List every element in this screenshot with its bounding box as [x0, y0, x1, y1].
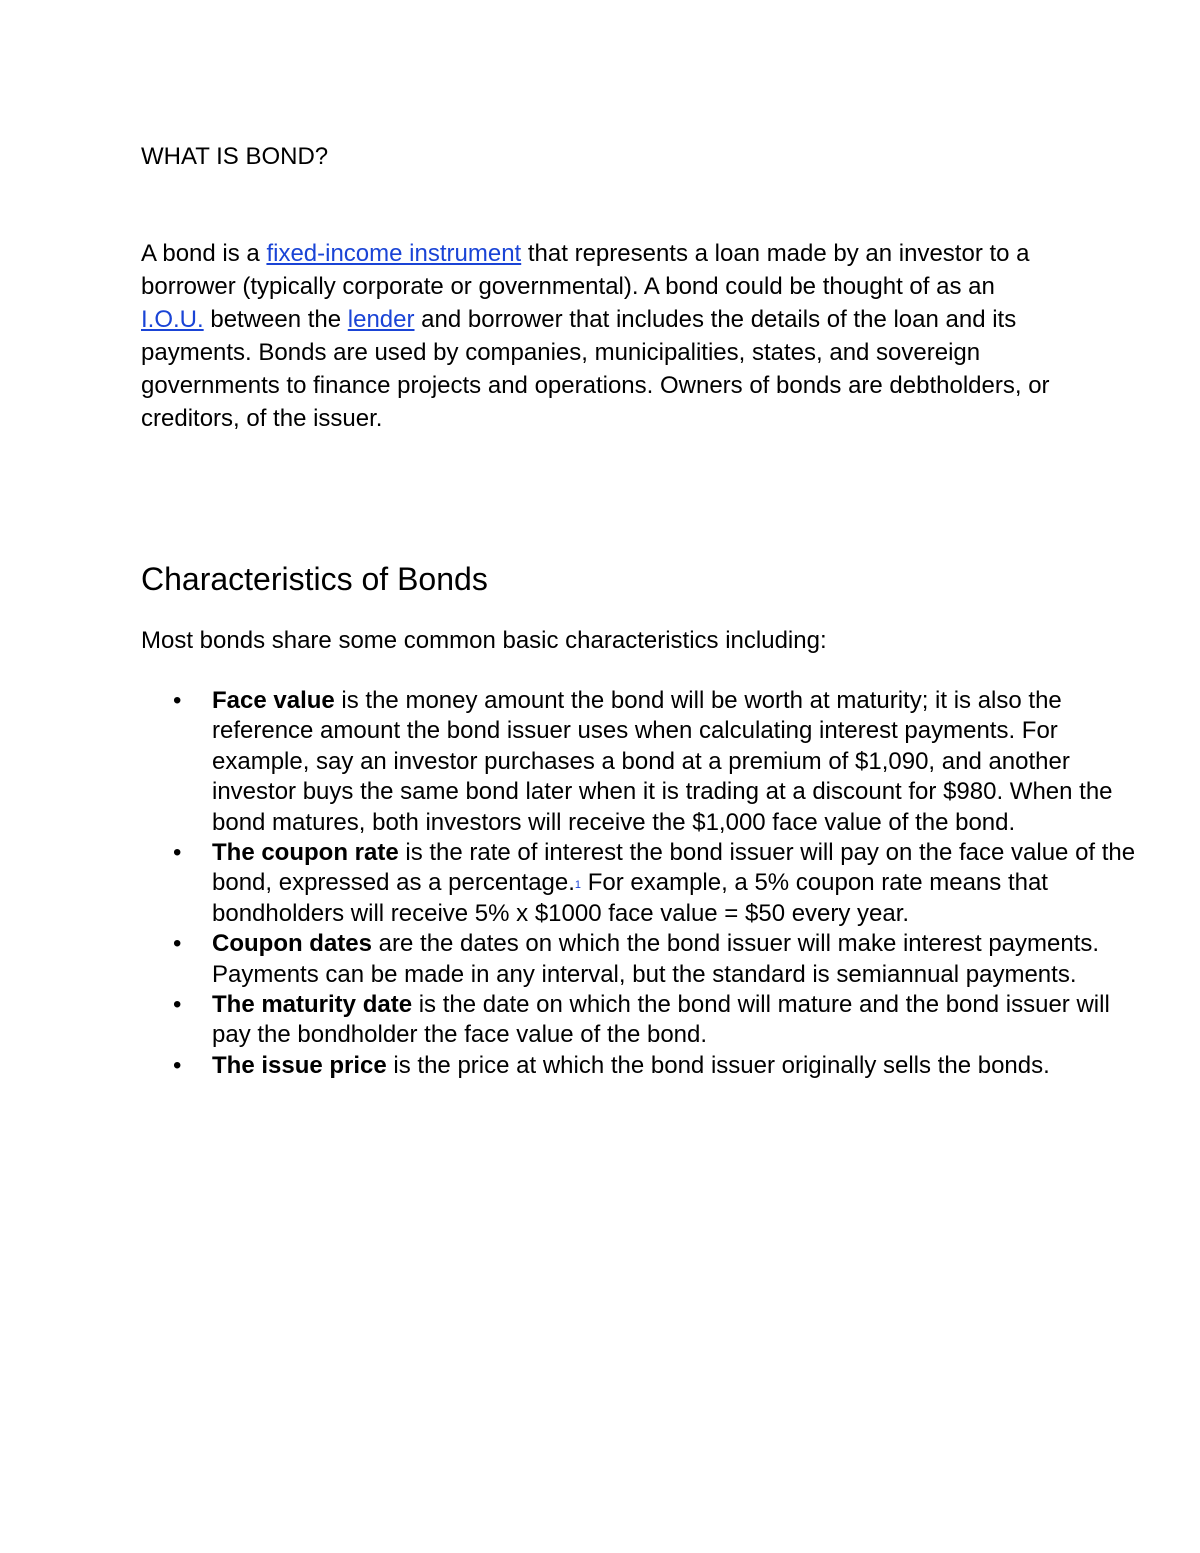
term: Face value	[212, 687, 335, 714]
bullet-icon: •	[173, 687, 182, 714]
description: is the money amount the bond will be worth at maturity; it is also the reference amount the bond issuer uses when calculating interest payments. For example, say an investor purchases a bond at a premium of $1,090, and another investor buys the same bond later when it is trading at a discount for $980. When the bond matures, both investors will receive the $1,000 face value of the bond.	[212, 687, 1113, 836]
term: The maturity date	[212, 991, 413, 1019]
document-title: WHAT IS BOND?	[141, 143, 329, 170]
list-item	[173, 838, 1137, 929]
link-lender[interactable]: lender	[347, 306, 415, 333]
intro-text: between the	[203, 306, 348, 333]
description: is the date on which the bond will mature and the bond issuer will pay the bondholder the face value of the bond.	[212, 991, 1110, 1049]
link-iou[interactable]: I.O.U.	[141, 306, 204, 333]
list-item	[173, 990, 1137, 1051]
list-item	[173, 686, 1137, 838]
description: are the dates on which the bond issuer will make interest payments. Payments can be made in any interval, but the standard is semiannual payments.	[212, 930, 1100, 988]
description: For example, a 5% coupon rate means that bondholders will receive 5% x $1000 face value = $50 every year.	[212, 869, 1048, 927]
bullet-icon: •	[173, 930, 182, 958]
link-fixed-income-instrument[interactable]: fixed-income instrument	[266, 240, 522, 267]
lead-text: Most bonds share some common basic characteristics including:	[141, 627, 827, 654]
intro-text: that represents a loan made by an investor to a borrower (typically corporate or governmental). A bond could be thought of as an	[141, 240, 1030, 300]
term: The issue price	[212, 1051, 387, 1079]
list-item	[173, 929, 1137, 990]
characteristics-list	[141, 686, 1137, 1081]
intro-paragraph	[141, 237, 1061, 435]
term: Coupon dates	[212, 930, 372, 958]
intro-text: and borrower that includes the details of the loan and its payments. Bonds are used by companies, municipalities, states, and sovereign governments to finance projects and operations. Owners of bonds are debtholders, or creditors, of the issuer.	[141, 306, 1050, 432]
description: is the rate of interest the bond issuer will pay on the face value of the bond, expressed as a percentage.	[212, 839, 1136, 897]
intro-text: A bond is a	[141, 240, 267, 267]
bullet-icon: •	[173, 1051, 182, 1079]
description: is the price at which the bond issuer originally sells the bonds.	[386, 1051, 1050, 1079]
section-heading: Characteristics of Bonds	[141, 561, 488, 597]
bullet-icon: •	[173, 839, 182, 867]
term: The coupon rate	[212, 839, 399, 867]
list-item	[173, 1051, 1137, 1081]
footnote-link[interactable]: 1	[574, 879, 582, 892]
bullet-icon: •	[173, 991, 182, 1019]
